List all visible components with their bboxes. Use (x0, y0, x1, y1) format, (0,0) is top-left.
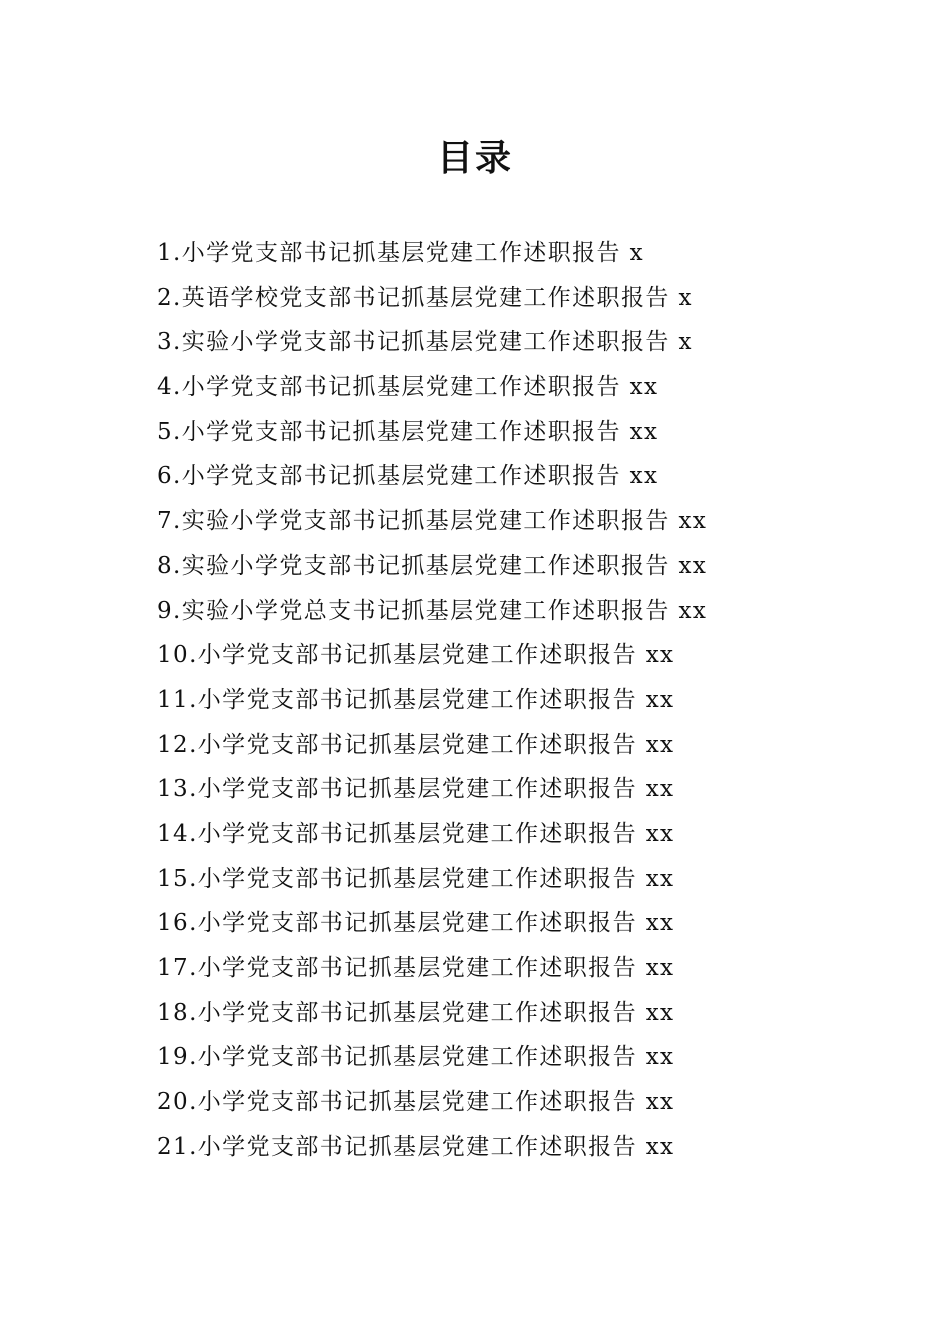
toc-item-7[interactable]: 7.实验小学党支部书记抓基层党建工作述职报告 xx (157, 508, 708, 535)
toc-item-11[interactable]: 11.小学党支部书记抓基层党建工作述职报告 xx (157, 686, 675, 713)
toc-item-16[interactable]: 16.小学党支部书记抓基层党建工作述职报告 xx (157, 910, 675, 937)
toc-item-2[interactable]: 2.英语学校党支部书记抓基层党建工作述职报告 x (157, 284, 693, 311)
toc-item-6[interactable]: 6.小学党支部书记抓基层党建工作述职报告 xx (157, 463, 659, 490)
toc-item-17[interactable]: 17.小学党支部书记抓基层党建工作述职报告 xx (157, 955, 675, 981)
toc-item-8[interactable]: 8.实验小学党支部书记抓基层党建工作述职报告 xx (157, 552, 708, 579)
toc-item-4[interactable]: 4.小学党支部书记抓基层党建工作述职报告 xx (157, 374, 659, 401)
toc-item-13[interactable]: 13.小学党支部书记抓基层党建工作述职报告 xx (157, 776, 675, 803)
toc-item-1[interactable]: 1.小学党支部书记抓基层党建工作述职报告 x (157, 240, 645, 266)
toc-item-5[interactable]: 5.小学党支部书记抓基层党建工作述职报告 xx (157, 418, 659, 445)
toc-item-21[interactable]: 21.小学党支部书记抓基层党建工作述职报告 xx (157, 1133, 675, 1160)
toc-item-18[interactable]: 18.小学党支部书记抓基层党建工作述职报告 xx (157, 999, 675, 1026)
page-title: 目录 (436, 137, 513, 179)
toc-item-15[interactable]: 15.小学党支部书记抓基层党建工作述职报告 xx (157, 865, 675, 892)
table-of-contents (157, 231, 857, 1169)
toc-item-14[interactable]: 14.小学党支部书记抓基层党建工作述职报告 xx (157, 820, 675, 847)
toc-item-12[interactable]: 12.小学党支部书记抓基层党建工作述职报告 xx (157, 731, 675, 758)
toc-item-9[interactable]: 9.实验小学党总支书记抓基层党建工作述职报告 xx (157, 597, 708, 624)
toc-item-10[interactable]: 10.小学党支部书记抓基层党建工作述职报告 xx (157, 642, 675, 669)
toc-item-19[interactable]: 19.小学党支部书记抓基层党建工作述职报告 xx (157, 1044, 675, 1071)
toc-item-20[interactable]: 20.小学党支部书记抓基层党建工作述职报告 xx (157, 1089, 675, 1116)
toc-item-3[interactable]: 3.实验小学党支部书记抓基层党建工作述职报告 x (157, 329, 693, 356)
